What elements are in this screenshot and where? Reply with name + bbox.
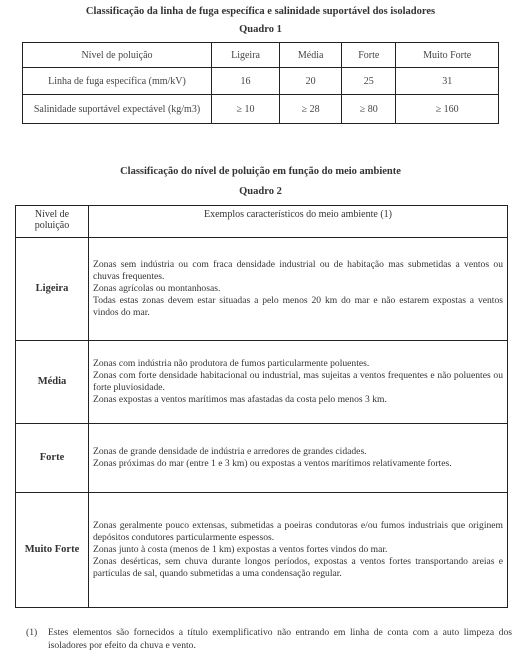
example-line: Zonas de grande densidade de indústria e arredores de grandes cidades. <box>93 446 367 457</box>
table-header-row <box>23 43 499 68</box>
row-label: Salinidade suportável expectável (kg/m3) <box>23 95 212 124</box>
table-cell: 25 <box>342 68 396 95</box>
table-row <box>16 341 508 424</box>
header-cell: Forte <box>342 43 396 68</box>
table-cell: 20 <box>280 68 342 95</box>
table-header-row <box>16 206 508 238</box>
footnote-text: Estes elementos são fornecidos a título exemplificativo não entrando em linha de conta com a auto limpeza dos isoladores por efeito da chuva e vento. <box>48 627 512 651</box>
level-name: Média <box>16 341 89 424</box>
header-cell: Nível de poluição <box>23 43 212 68</box>
table-cell: 31 <box>396 68 499 95</box>
table-row <box>23 68 499 95</box>
quadro2-heading: Classificação do nível de poluição em função do meio ambiente <box>120 166 401 177</box>
creepage-salinity-table <box>22 42 499 124</box>
examples-cell <box>89 341 508 424</box>
level-name: Muito Forte <box>16 493 89 608</box>
example-line: Zonas próximas do mar (entre 1 e 3 km) ou expostas a ventos marítimos relativamente fortes. <box>93 458 452 469</box>
quadro1-heading: Classificação da linha de fuga específica e salinidade suportável dos isoladores <box>85 6 436 17</box>
quadro1-label: Quadro 1 <box>239 24 282 35</box>
row-label: Linha de fuga específica (mm/kV) <box>23 68 212 95</box>
examples-cell <box>89 493 508 608</box>
example-line: Zonas com indústria não produtora de fumos particularmente poluentes. <box>93 358 370 369</box>
table-cell: ≥ 80 <box>342 95 396 124</box>
table-cell: 16 <box>212 68 280 95</box>
header-level: Nível de poluição <box>16 206 89 238</box>
examples-cell <box>89 424 508 493</box>
example-line: Zonas junto à costa (menos de 1 km) expostas a ventos fortes vindos do mar. <box>93 544 388 555</box>
example-line: Zonas geralmente pouco extensas, submetidas a poeiras condutoras e/ou fumos industriais que originem depósitos condutores particularmente espessos. <box>93 520 503 543</box>
pollution-environment-table <box>15 205 508 608</box>
table-cell: ≥ 28 <box>280 95 342 124</box>
footnote <box>26 626 512 652</box>
table-row <box>16 493 508 608</box>
table-row <box>16 238 508 341</box>
header-cell: Ligeira <box>212 43 280 68</box>
quadro2-label: Quadro 2 <box>239 186 282 197</box>
table-cell: ≥ 160 <box>396 95 499 124</box>
header-cell: Muito Forte <box>396 43 499 68</box>
example-line: Zonas desérticas, sem chuva durante longos períodos, expostas a ventos fortes transportando areias e partículas de sal, quando submetidas a uma condensação regular. <box>93 556 503 579</box>
example-line: Zonas agrícolas ou montanhosas. <box>93 283 221 294</box>
header-cell: Média <box>280 43 342 68</box>
table-cell: ≥ 10 <box>212 95 280 124</box>
level-name: Forte <box>16 424 89 493</box>
examples-cell <box>89 238 508 341</box>
level-name: Ligeira <box>16 238 89 341</box>
header-examples: Exemplos característicos do meio ambiente (1) <box>89 206 508 238</box>
footnote-marker: (1) <box>26 627 38 638</box>
example-line: Todas estas zonas devem estar situadas a pelo menos 20 km do mar e não estarem expostas a ventos vindos do mar. <box>93 295 503 318</box>
table-row <box>23 95 499 124</box>
table-row <box>16 424 508 493</box>
example-line: Zonas sem indústria ou com fraca densidade industrial ou de habitação mas submetidas a ventos ou chuvas frequentes. <box>93 259 503 282</box>
example-line: Zonas expostas a ventos marítimos mas afastadas da costa pelo menos 3 km. <box>93 394 387 405</box>
example-line: Zonas com forte densidade habitacional ou industrial, mas sujeitas a ventos frequentes e não poluentes ou forte pluviosidade. <box>93 370 503 393</box>
